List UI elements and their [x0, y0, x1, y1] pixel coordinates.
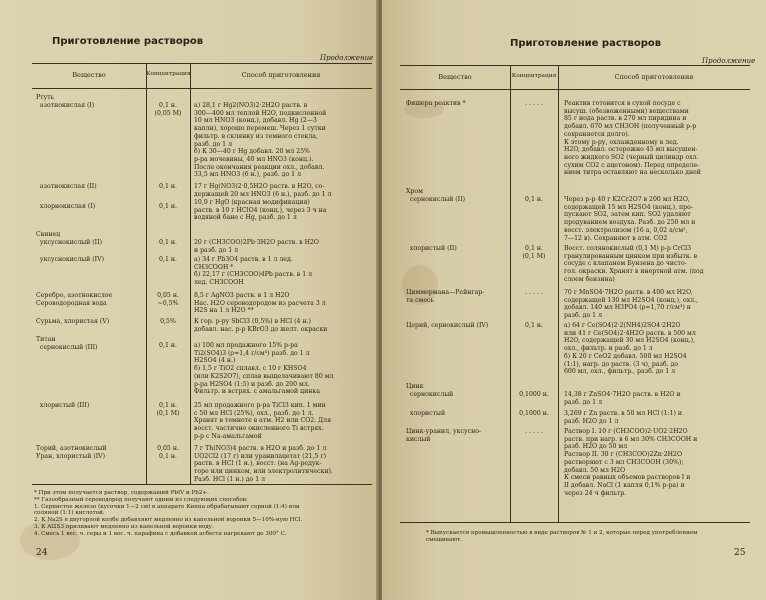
table-top-rule	[400, 65, 750, 66]
footnotes: * При этом получается раствор, содержащий PbIV и Pb2+. ** Газообразный сероводород получают одним из следующих способов: 1. Сернистое железо (кусочки 1—2 см) в аппарате Киппа обрабатывают серной (1:4) или соляной (1:1) кислотой. 2. К Na2S в двугорлой колбе добавляют медленно из капельной воронки 5—10%-ную HCl. 3. К Al2S3 приливают медленно из капельной воронки воду. 4. Смесь 1 вес. ч. серы и 1 вес. ч. парафина с добавкой асбеста нагревают до 300° С.	[34, 490, 303, 537]
substance-cell: Циммермана—Рейнгар- та смесь	[406, 289, 485, 304]
concentration-cell: 0,1 н.	[159, 342, 177, 349]
table-top-rule	[32, 63, 372, 64]
method-cell: 3,269 г Zn раств. в 50 мл HCl (1:1) и разб. H2O до 1 л	[564, 410, 683, 425]
concentration-cell: 0,1 н.	[525, 322, 543, 329]
method-cell: а) 34 г Pb3O4 раств. в 1 л лед. CH3COOH * б) 22,17 г (CH3COO)4Pb раств. в 1 л лед. CH3COOH	[194, 256, 313, 287]
substance-cell: Торий, азотнокислый Уран, хлористый (IV)	[36, 445, 107, 460]
substance-cell: Цинк сернокислый	[406, 383, 454, 398]
method-cell: К гор. р-ру SbCl3 (0,5%) в HCl (4 н.) добавл. нас. р-р KBrO3 до желт. окраски	[194, 318, 328, 333]
concentration-cell: . . . . .	[525, 100, 543, 107]
substance-cell: Хром сернокислый (II)	[406, 188, 465, 203]
method-cell: 8,5 г AgNO3 раств. в 1 л H2O Нас. H2O сероводородом из расчета 3 л H2S на 1 л H2O **	[194, 292, 326, 315]
concentration-cell: 0,1 н.	[159, 203, 177, 210]
page-subtitle: Продолжение	[320, 54, 374, 62]
concentration-cell: 0,1 н.	[525, 196, 543, 203]
concentration-cell: . . . . .	[525, 428, 543, 435]
method-cell: 20 г (CH3COO)2Pb·3H2O раств. в H2O и разб. до 1 л	[194, 239, 319, 254]
table-header-rule	[32, 88, 372, 89]
page-number: 24	[36, 548, 48, 558]
concentration-cell: 0,1 н.	[159, 239, 177, 246]
substance-cell: хлористый (II)	[406, 245, 457, 252]
concentration-cell: 0,1000 н.	[519, 391, 549, 398]
substance-cell: Сурьма, хлористая (V)	[36, 318, 110, 325]
method-cell: Раствор I. 10 г (CH3COO)2·UO2·2H2O раств. при нагр. в 6 мл 30% CH3COOH и разб. H2O до 50 мл Раствор II. 30 г (CH3COO)2Zn·2H2O растворяют с 3 мл CH3COOH (30%); добавл. 50 мл H2O К смеси равных объемов растворов I и II добавл. NaCl (1 капля 0,1% р-ра) и через 24 ч фильтр.	[564, 428, 698, 497]
substance-cell: Свинец уксуснокислый (II)	[36, 231, 102, 246]
header-method: Способ приготовления	[614, 73, 694, 81]
concentration-cell: 0,05 н. 0,1 н.	[157, 445, 179, 460]
header-method: Способ приготовления	[241, 71, 321, 79]
method-cell: Реактив готовится в сухой посуде с высуш. (обезвоженными) веществами 85 г иода раств. в 270 мл пиридина и добавл. 670 мл CH3OH (полученный р-р сохраняется долго). К этому р-ру, охлажденному в лед. H2O, добавл. осторожно 45 мл высушен- ного жидкого SO2 (черный цилиндр охл. сухим CO2 с ацетоном). Перед определе- нием титра оставляют на несколько дней	[564, 100, 701, 177]
substance-cell: Ртуть азотнокислая (I)	[36, 94, 95, 109]
column-divider	[146, 63, 147, 484]
column-divider	[190, 63, 191, 484]
substance-cell: хлористый	[406, 410, 446, 417]
concentration-cell: 0,5%	[160, 318, 176, 325]
table-header-rule	[400, 89, 750, 90]
substance-cell: азотнокислая (II)	[36, 183, 97, 190]
substance-cell: Фишера реактив *	[406, 100, 466, 107]
concentration-cell: . . . . .	[525, 289, 543, 296]
method-cell: 25 мл продажного р-ра TiCl3 кип. 1 мин с 50 мл HCl (25%), охл., разб. до 1 л. Хранят в темноте в атм. H2 или CO2. Для восст. частично окисленного Ti встрях. р-р с Na-амальгамой	[194, 402, 332, 440]
concentration-cell: 0,1 н. (0,1 М)	[522, 245, 546, 260]
concentration-cell: 0,1000 н.	[519, 410, 549, 417]
concentration-cell: 0,1 н.	[159, 256, 177, 263]
footnotes: * Выпускается промышленностью в виде растворов № 1 и 2, которые перед употреблением смешивают.	[426, 530, 698, 543]
substance-cell: Серебро, азотнокислое Сероводородная вода	[36, 292, 113, 307]
substance-cell: хлорнокислая (I)	[36, 203, 96, 210]
concentration-cell: 0,1 н. (0,05 М)	[154, 102, 182, 117]
substance-cell: Цинк-уранил, уксусно- кислый	[406, 428, 482, 443]
method-cell: 14,38 г ZnSO4·7H2O раств. в H2O и разб. до 1 л	[564, 391, 681, 406]
page-number: 25	[734, 548, 746, 558]
substance-cell: Церий, сернокислый (IV)	[406, 322, 489, 329]
left-page	[0, 0, 378, 600]
method-cell: Восст. солянокислый (0,1 М) р-р CrCl3 гранулированным цинком при избытк. в сосуде с клапаном Бунзена до чисто- гол. окраски. Хранят в инертной атм. (под слоем бензина)	[564, 245, 704, 283]
method-cell: 17 г Hg(NO3)2·0,5H2O раств. в H2O, со- держащей 20 мл HNO3 (6 н.), разб. до 1 л	[194, 183, 332, 198]
substance-cell: уксуснокислый (IV)	[36, 256, 105, 263]
page-title: Приготовление растворов	[52, 36, 204, 47]
header-substance: Вещество	[72, 71, 106, 79]
header-substance: Вещество	[438, 73, 472, 81]
page-subtitle: Продолжение	[702, 57, 756, 65]
method-cell: а) 100 мл продажного 15% р-ра Ti2(SO4)3 (ρ=1,4 г/см³) разб. до 1 л H2SO4 (4 н.) б) 1,5 г TiO2 сплавл. с 10 г KHSO4 (или K2S2O7), сплав выщелачивают 80 мл р-ра H2SO4 (1:5) и разб. до 200 мл. Фильтр. и встрях. с амальгамой цинка	[194, 342, 334, 396]
concentration-cell: 0,1 н.	[159, 183, 177, 190]
page-title: Приготовление растворов	[510, 38, 662, 49]
substance-cell: Титан сернокислый (III)	[36, 336, 98, 351]
header-concentration: Концентрация	[146, 71, 191, 77]
substance-cell: хлористый (III)	[36, 402, 90, 409]
method-cell: 10,9 г HgO (красная модификация) раств. в 10 г HClO4 (конц.), через 3 ч на водяной бане с Hg, разб. до 1 л	[194, 199, 327, 222]
concentration-cell: 0,05 н. ~0,5%	[157, 292, 179, 307]
right-page	[382, 0, 766, 600]
method-cell: 7 г Th(NO3)4 раств. в H2O и разб. до 1 л UO2Cl2 (17 г) или уранилацетат (21,5 г) раств. в HCl (1 н.), восст. (на Ag-редук- торе или цинком, или электролитически). Разб. HCl (1 н.) до 1 л	[194, 445, 333, 483]
method-cell: а) 64 г Ce(SO4)2·2(NH4)2SO4·2H2O или 41 г Ce(SO4)2·4H2O раств. в 500 мл H2O, содержащей 30 мл H2SO4 (конц.), охл., фильтр. и разб. до 1 л б) К 20 г CeO2 добавл. 500 мл H2SO4 (1:1), нагр. до раств. (3 ч), разб. до 600 мл, охл., фильтр., разб. до 1 л	[564, 322, 696, 376]
method-cell: Через р-р 40 г K2Cr2O7 в 200 мл H2O, содержащей 15 мл H2SO4 (конц.), про- пускают SO2, затем кип. SO2 удаляют продуванием воздуха. Разб. до 250 мл и восст. электролизом (16 а, 0,02 а/см², 7—12 в). Сохраняют в атм. CO2	[564, 196, 696, 242]
method-cell: 70 г MnSO4·7H2O раств. в 400 мл H2O, содержащей 130 мл H2SO4 (конц.), охл., добавл. 140 мл H3PO4 (ρ=1,70 г/см³) и разб. до 1 л	[564, 289, 699, 320]
column-divider	[558, 65, 559, 522]
header-concentration: Концентрация	[511, 73, 557, 79]
concentration-cell: 0,1 н. (0,1 М)	[156, 402, 180, 417]
method-cell: а) 28,1 г Hg2(NO3)2·2H2O раств. в 300—400 мл теплой H2O, подкисленной 10 мл HNO3 (конц.), добавл. Hg (2—3 капли), хорошо перемеш. Через 1 сутки фильтр. в склянку из темного стекла, разб. до 1 л б) К 30—40 г Hg добавл. 20 мл 25% р-ра мочевины, 40 мл HNO3 (конц.). После окончания реакции охл., добавл. 33,5 мл HNO3 (6 н.), разб. до 1 л	[194, 102, 327, 179]
table-bottom-rule	[400, 522, 750, 523]
table-bottom-rule	[32, 484, 372, 485]
